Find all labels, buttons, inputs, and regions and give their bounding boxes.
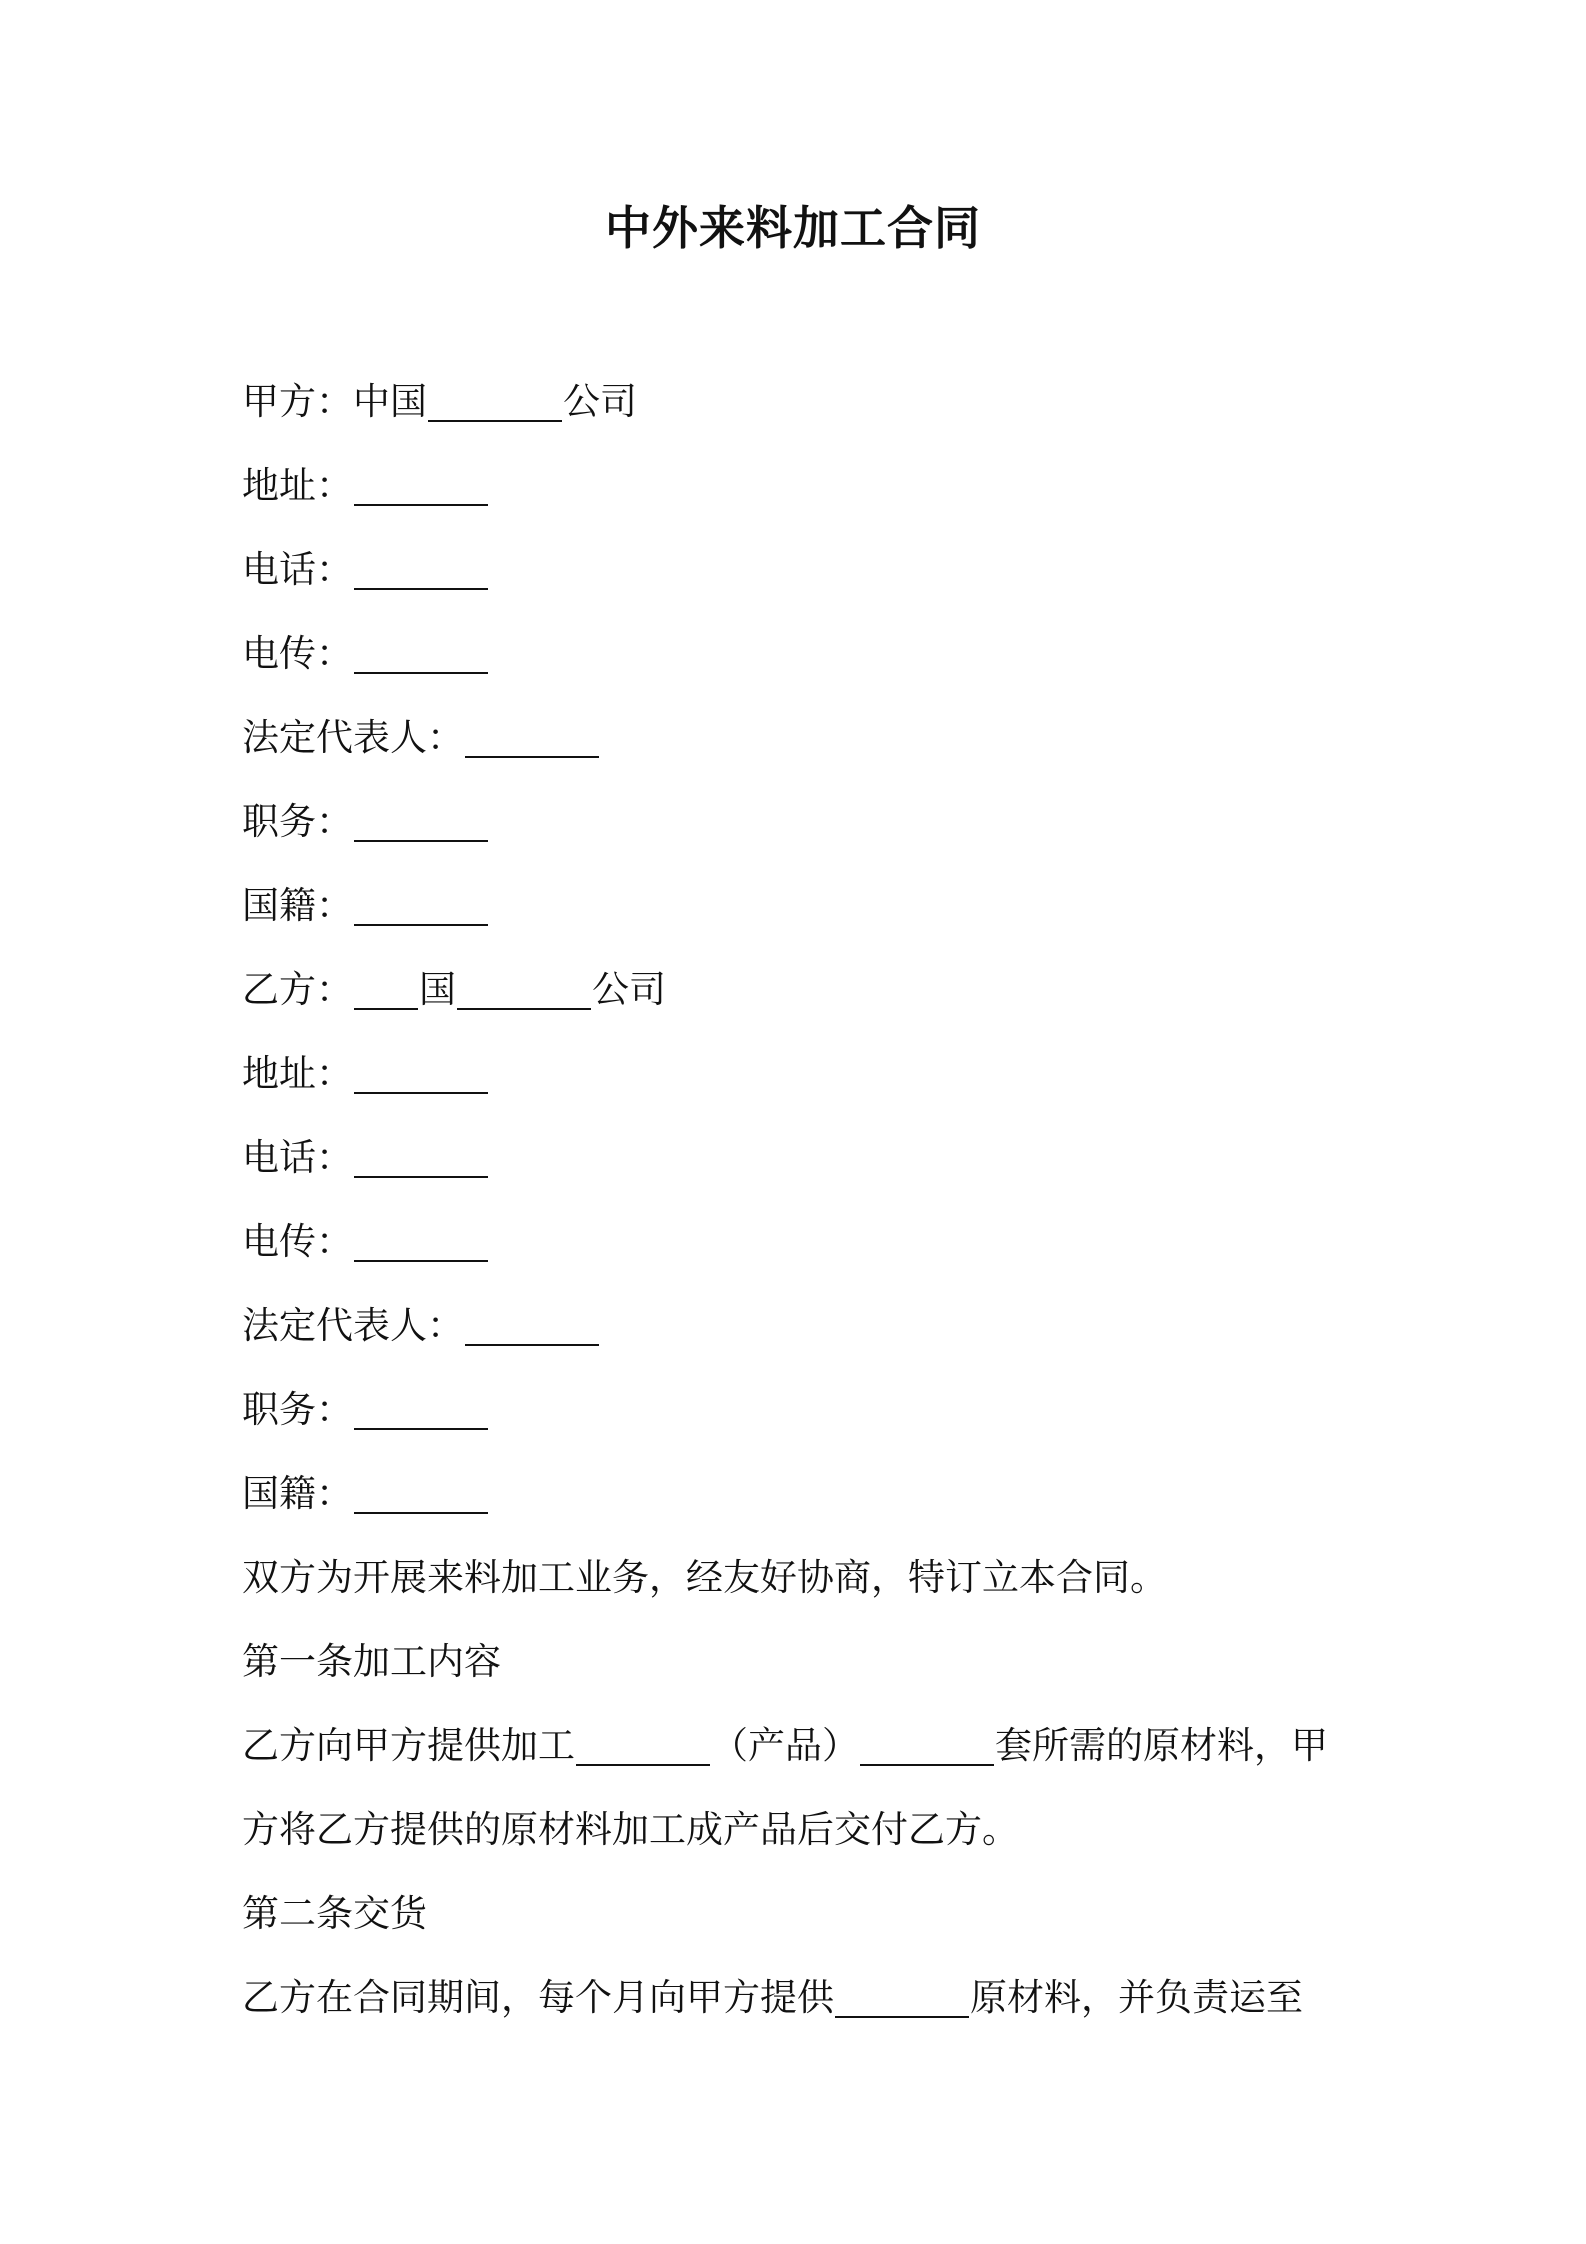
party-b-fax-label: 电传： — [242, 1220, 353, 1263]
article-1-quantity-blank[interactable] — [860, 1718, 994, 1766]
party-b-line — [242, 960, 1352, 1044]
party-b-address-label: 地址： — [242, 1052, 353, 1095]
document-body — [242, 372, 1352, 2052]
article-1-text-line-2 — [242, 1800, 1352, 1884]
party-b-label: 乙方： — [242, 968, 353, 1011]
party-b-country-blank[interactable] — [354, 962, 418, 1010]
party-a-line — [242, 372, 1352, 456]
party-a-position-line — [242, 792, 1352, 876]
party-b-address-blank[interactable] — [354, 1046, 488, 1094]
party-b-position-blank[interactable] — [354, 1382, 488, 1430]
party-a-phone-blank[interactable] — [354, 542, 488, 590]
party-b-fax-blank[interactable] — [354, 1214, 488, 1262]
party-a-phone-line — [242, 540, 1352, 624]
preamble-text: 双方为开展来料加工业务，经友好协商，特订立本合同。 — [242, 1556, 1167, 1599]
party-b-phone-blank[interactable] — [354, 1130, 488, 1178]
article-1-product-blank[interactable] — [576, 1718, 710, 1766]
party-a-label: 甲方：中国 — [242, 380, 427, 423]
article-2-heading-line — [242, 1884, 1352, 1968]
article-1-text-part3: 套所需的原材料，甲 — [995, 1724, 1328, 1767]
article-1-heading: 第一条加工内容 — [242, 1640, 501, 1683]
party-a-phone-label: 电话： — [242, 548, 353, 591]
party-a-address-line — [242, 456, 1352, 540]
article-2-heading: 第二条交货 — [242, 1892, 427, 1935]
party-a-address-label: 地址： — [242, 464, 353, 507]
party-a-legal-rep-blank[interactable] — [465, 710, 599, 758]
party-b-nationality-blank[interactable] — [354, 1466, 488, 1514]
article-1-text-part2: （产品） — [711, 1724, 859, 1767]
party-b-suffix: 公司 — [592, 968, 666, 1011]
party-b-company-blank[interactable] — [457, 962, 591, 1010]
party-b-phone-label: 电话： — [242, 1136, 353, 1179]
preamble-line — [242, 1548, 1352, 1632]
article-1-text-line2: 方将乙方提供的原材料加工成产品后交付乙方。 — [242, 1808, 1019, 1851]
article-1-text-line-1 — [242, 1716, 1352, 1800]
party-a-position-label: 职务： — [242, 800, 353, 843]
article-2-material-blank[interactable] — [835, 1970, 969, 2018]
party-a-nationality-label: 国籍： — [242, 884, 353, 927]
party-a-fax-blank[interactable] — [354, 626, 488, 674]
party-a-nationality-line — [242, 876, 1352, 960]
party-b-legal-rep-label: 法定代表人： — [242, 1304, 464, 1347]
document-title: 中外来料加工合同 — [605, 201, 981, 255]
article-2-text-part2: 原材料，并负责运至 — [970, 1976, 1303, 2019]
party-a-company-blank[interactable] — [428, 374, 562, 422]
party-b-legal-rep-blank[interactable] — [465, 1298, 599, 1346]
party-b-nationality-label: 国籍： — [242, 1472, 353, 1515]
article-1-heading-line — [242, 1632, 1352, 1716]
party-a-legal-rep-line — [242, 708, 1352, 792]
party-b-address-line — [242, 1044, 1352, 1128]
article-1-text-part1: 乙方向甲方提供加工 — [242, 1724, 575, 1767]
party-b-fax-line — [242, 1212, 1352, 1296]
article-2-text-part1: 乙方在合同期间，每个月向甲方提供 — [242, 1976, 834, 2019]
party-a-address-blank[interactable] — [354, 458, 488, 506]
party-a-position-blank[interactable] — [354, 794, 488, 842]
party-a-legal-rep-label: 法定代表人： — [242, 716, 464, 759]
party-a-fax-label: 电传： — [242, 632, 353, 675]
party-b-nationality-line — [242, 1464, 1352, 1548]
party-b-legal-rep-line — [242, 1296, 1352, 1380]
party-b-position-line — [242, 1380, 1352, 1464]
party-b-phone-line — [242, 1128, 1352, 1212]
party-b-country-word: 国 — [419, 968, 456, 1011]
party-a-fax-line — [242, 624, 1352, 708]
party-b-position-label: 职务： — [242, 1388, 353, 1431]
party-a-suffix: 公司 — [563, 380, 637, 423]
party-a-nationality-blank[interactable] — [354, 878, 488, 926]
article-2-text-line-1 — [242, 1968, 1352, 2052]
